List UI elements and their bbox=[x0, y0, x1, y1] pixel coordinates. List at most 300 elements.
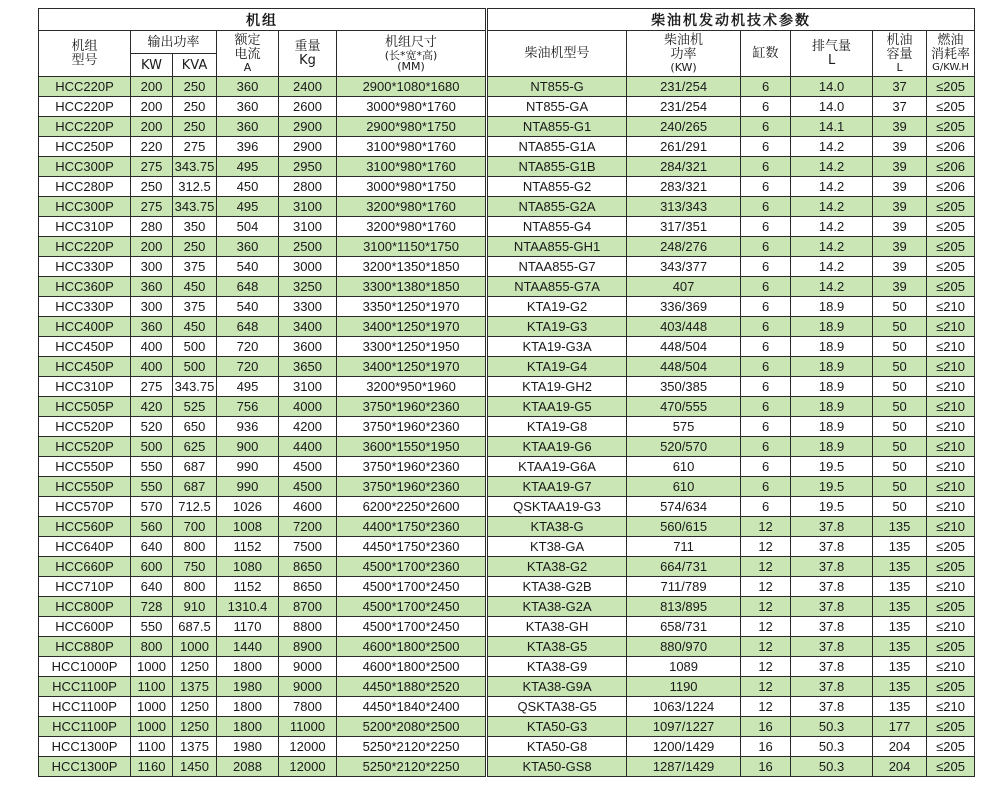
cell-model: HCC250P bbox=[39, 137, 131, 157]
cell-fuel: ≤205 bbox=[927, 197, 975, 217]
table-row bbox=[39, 397, 975, 417]
cell-size: 3200*1350*1850 bbox=[337, 257, 487, 277]
cell-fuel: ≤205 bbox=[927, 97, 975, 117]
cell-weight: 3100 bbox=[279, 377, 337, 397]
cell-fuel: ≤210 bbox=[927, 377, 975, 397]
cell-size: 6200*2250*2600 bbox=[337, 497, 487, 517]
table-row bbox=[39, 617, 975, 637]
cell-kva: 1250 bbox=[173, 657, 217, 677]
cell-kva: 250 bbox=[173, 237, 217, 257]
cell-engine-model: KTA19-G2 bbox=[487, 297, 627, 317]
cell-engine-power: 470/555 bbox=[627, 397, 741, 417]
cell-model: HCC220P bbox=[39, 97, 131, 117]
cell-size: 3350*1250*1970 bbox=[337, 297, 487, 317]
cell-kw: 1100 bbox=[131, 737, 173, 757]
cell-engine-power: 658/731 bbox=[627, 617, 741, 637]
cell-cylinders: 6 bbox=[741, 317, 791, 337]
cell-cylinders: 6 bbox=[741, 297, 791, 317]
cell-fuel: ≤205 bbox=[927, 117, 975, 137]
cell-engine-power: 1097/1227 bbox=[627, 717, 741, 737]
cell-oil: 39 bbox=[873, 237, 927, 257]
table-row bbox=[39, 257, 975, 277]
cell-model: HCC520P bbox=[39, 417, 131, 437]
col-size-line1: 机组尺寸 bbox=[385, 34, 438, 50]
cell-engine-power: 336/369 bbox=[627, 297, 741, 317]
cell-kw: 300 bbox=[131, 257, 173, 277]
cell-model: HCC1000P bbox=[39, 657, 131, 677]
cell-displacement: 50.3 bbox=[791, 737, 873, 757]
cell-current: 495 bbox=[217, 377, 279, 397]
cell-engine-model: KTA38-G2 bbox=[487, 557, 627, 577]
spec-sheet bbox=[38, 8, 974, 777]
cell-oil: 135 bbox=[873, 697, 927, 717]
cell-fuel: ≤206 bbox=[927, 137, 975, 157]
table-row bbox=[39, 377, 975, 397]
cell-size: 4500*1700*2450 bbox=[337, 597, 487, 617]
cell-cylinders: 16 bbox=[741, 717, 791, 737]
cell-fuel: ≤210 bbox=[927, 577, 975, 597]
cell-model: HCC1100P bbox=[39, 697, 131, 717]
cell-model: HCC450P bbox=[39, 357, 131, 377]
cell-kw: 1000 bbox=[131, 717, 173, 737]
cell-model: HCC220P bbox=[39, 77, 131, 97]
cell-current: 1800 bbox=[217, 717, 279, 737]
cell-oil: 50 bbox=[873, 477, 927, 497]
cell-kw: 300 bbox=[131, 297, 173, 317]
cell-kva: 700 bbox=[173, 517, 217, 537]
cell-model: HCC330P bbox=[39, 257, 131, 277]
cell-current: 360 bbox=[217, 117, 279, 137]
cell-oil: 135 bbox=[873, 637, 927, 657]
col-weight-line1: 重量 bbox=[294, 38, 321, 54]
cell-engine-model: NTAA855-G7A bbox=[487, 277, 627, 297]
cell-weight: 3250 bbox=[279, 277, 337, 297]
cell-kva: 500 bbox=[173, 357, 217, 377]
cell-displacement: 37.8 bbox=[791, 597, 873, 617]
cell-kw: 360 bbox=[131, 277, 173, 297]
cell-kw: 420 bbox=[131, 397, 173, 417]
cell-engine-model: KTA38-G5 bbox=[487, 637, 627, 657]
cell-model: HCC550P bbox=[39, 457, 131, 477]
cell-kva: 1375 bbox=[173, 677, 217, 697]
cell-kva: 687 bbox=[173, 477, 217, 497]
cell-size: 3300*1380*1850 bbox=[337, 277, 487, 297]
table-row bbox=[39, 97, 975, 117]
cell-kva: 712.5 bbox=[173, 497, 217, 517]
cell-model: HCC520P bbox=[39, 437, 131, 457]
cell-oil: 37 bbox=[873, 77, 927, 97]
cell-weight: 8650 bbox=[279, 577, 337, 597]
cell-oil: 50 bbox=[873, 437, 927, 457]
cell-current: 720 bbox=[217, 357, 279, 377]
table-row bbox=[39, 197, 975, 217]
cell-displacement: 14.2 bbox=[791, 137, 873, 157]
col-oil-header bbox=[873, 31, 927, 77]
cell-engine-power: 317/351 bbox=[627, 217, 741, 237]
cell-model: HCC570P bbox=[39, 497, 131, 517]
col-displacement-unit: L bbox=[827, 52, 836, 68]
cell-current: 360 bbox=[217, 77, 279, 97]
cell-oil: 50 bbox=[873, 377, 927, 397]
col-current-line2: 电流 bbox=[234, 47, 261, 62]
cell-current: 1152 bbox=[217, 577, 279, 597]
cell-cylinders: 6 bbox=[741, 157, 791, 177]
cell-fuel: ≤205 bbox=[927, 77, 975, 97]
cell-engine-model: NTA855-G1 bbox=[487, 117, 627, 137]
cell-fuel: ≤210 bbox=[927, 417, 975, 437]
cell-cylinders: 12 bbox=[741, 597, 791, 617]
cell-current: 648 bbox=[217, 277, 279, 297]
cell-model: HCC220P bbox=[39, 237, 131, 257]
cell-cylinders: 6 bbox=[741, 477, 791, 497]
cell-model: HCC280P bbox=[39, 177, 131, 197]
cell-size: 4450*1880*2520 bbox=[337, 677, 487, 697]
table-row bbox=[39, 437, 975, 457]
cell-kva: 250 bbox=[173, 77, 217, 97]
col-oil-line2: 容量 bbox=[886, 47, 913, 62]
col-model-line1: 机组 bbox=[71, 38, 98, 54]
cell-displacement: 19.5 bbox=[791, 457, 873, 477]
cell-fuel: ≤210 bbox=[927, 397, 975, 417]
cell-cylinders: 6 bbox=[741, 97, 791, 117]
cell-engine-power: 560/615 bbox=[627, 517, 741, 537]
cell-engine-model: KTAA19-G6A bbox=[487, 457, 627, 477]
cell-kva: 1250 bbox=[173, 717, 217, 737]
cell-engine-model: KTA38-G9A bbox=[487, 677, 627, 697]
cell-model: HCC300P bbox=[39, 157, 131, 177]
cell-current: 1800 bbox=[217, 697, 279, 717]
cell-kw: 280 bbox=[131, 217, 173, 237]
table-row bbox=[39, 297, 975, 317]
cell-size: 3750*1960*2360 bbox=[337, 457, 487, 477]
engine-group-header: 柴油机发动机技术参数 bbox=[487, 9, 975, 31]
cell-engine-model: KTA50-G3 bbox=[487, 717, 627, 737]
cell-weight: 3300 bbox=[279, 297, 337, 317]
cell-displacement: 14.2 bbox=[791, 177, 873, 197]
cell-displacement: 18.9 bbox=[791, 337, 873, 357]
cell-weight: 12000 bbox=[279, 757, 337, 777]
cell-oil: 39 bbox=[873, 137, 927, 157]
cell-engine-power: 283/321 bbox=[627, 177, 741, 197]
table-row bbox=[39, 677, 975, 697]
cell-current: 1170 bbox=[217, 617, 279, 637]
cell-kw: 250 bbox=[131, 177, 173, 197]
cell-engine-power: 284/321 bbox=[627, 157, 741, 177]
cell-kva: 687 bbox=[173, 457, 217, 477]
cell-engine-power: 248/276 bbox=[627, 237, 741, 257]
cell-kw: 275 bbox=[131, 377, 173, 397]
cell-cylinders: 6 bbox=[741, 77, 791, 97]
table-row bbox=[39, 577, 975, 597]
cell-engine-model: NTA855-G2 bbox=[487, 177, 627, 197]
cell-model: HCC550P bbox=[39, 477, 131, 497]
cell-engine-model: KTA38-G bbox=[487, 517, 627, 537]
col-engine-power-line1: 柴油机 bbox=[664, 33, 704, 48]
cell-engine-power: 343/377 bbox=[627, 257, 741, 277]
unit-group-header: 机组 bbox=[39, 9, 487, 31]
col-oil-unit: L bbox=[896, 61, 903, 74]
cell-engine-power: 574/634 bbox=[627, 497, 741, 517]
cell-model: HCC400P bbox=[39, 317, 131, 337]
cell-cylinders: 6 bbox=[741, 397, 791, 417]
cell-kva: 1375 bbox=[173, 737, 217, 757]
cell-kva: 450 bbox=[173, 317, 217, 337]
cell-kva: 350 bbox=[173, 217, 217, 237]
cell-kw: 728 bbox=[131, 597, 173, 617]
cell-fuel: ≤210 bbox=[927, 437, 975, 457]
cell-weight: 8650 bbox=[279, 557, 337, 577]
cell-engine-model: KTA38-G2B bbox=[487, 577, 627, 597]
cell-current: 1980 bbox=[217, 737, 279, 757]
cell-weight: 8800 bbox=[279, 617, 337, 637]
cell-engine-model: KTA19-G4 bbox=[487, 357, 627, 377]
cell-oil: 50 bbox=[873, 337, 927, 357]
cell-displacement: 50.3 bbox=[791, 757, 873, 777]
col-oil-line1: 机油 bbox=[886, 33, 913, 48]
cell-engine-power: 240/265 bbox=[627, 117, 741, 137]
col-fuel-line1: 燃油 bbox=[937, 33, 964, 48]
cell-kw: 1000 bbox=[131, 657, 173, 677]
cell-kw: 200 bbox=[131, 77, 173, 97]
cell-engine-power: 1287/1429 bbox=[627, 757, 741, 777]
cell-cylinders: 12 bbox=[741, 637, 791, 657]
cell-kva: 750 bbox=[173, 557, 217, 577]
cell-kw: 800 bbox=[131, 637, 173, 657]
table-row bbox=[39, 497, 975, 517]
cell-size: 4450*1750*2360 bbox=[337, 537, 487, 557]
cell-displacement: 37.8 bbox=[791, 657, 873, 677]
col-engine-power-header bbox=[627, 31, 741, 77]
cell-kw: 275 bbox=[131, 157, 173, 177]
cell-displacement: 14.0 bbox=[791, 77, 873, 97]
cell-engine-model: NTA855-G2A bbox=[487, 197, 627, 217]
cell-displacement: 19.5 bbox=[791, 497, 873, 517]
cell-size: 4450*1840*2400 bbox=[337, 697, 487, 717]
cell-size: 3100*1150*1750 bbox=[337, 237, 487, 257]
cell-kw: 200 bbox=[131, 97, 173, 117]
cell-fuel: ≤206 bbox=[927, 177, 975, 197]
cell-weight: 12000 bbox=[279, 737, 337, 757]
cell-cylinders: 16 bbox=[741, 757, 791, 777]
cell-engine-power: 407 bbox=[627, 277, 741, 297]
cell-current: 990 bbox=[217, 457, 279, 477]
cell-fuel: ≤210 bbox=[927, 297, 975, 317]
cell-kva: 800 bbox=[173, 537, 217, 557]
cell-kva: 375 bbox=[173, 297, 217, 317]
cell-size: 3750*1960*2360 bbox=[337, 477, 487, 497]
cell-oil: 204 bbox=[873, 737, 927, 757]
cell-weight: 7200 bbox=[279, 517, 337, 537]
cell-cylinders: 6 bbox=[741, 437, 791, 457]
cell-fuel: ≤205 bbox=[927, 737, 975, 757]
cell-model: HCC220P bbox=[39, 117, 131, 137]
cell-engine-model: NTAA855-GH1 bbox=[487, 237, 627, 257]
cell-size: 3750*1960*2360 bbox=[337, 397, 487, 417]
table-row bbox=[39, 457, 975, 477]
cell-model: HCC300P bbox=[39, 197, 131, 217]
cell-weight: 3650 bbox=[279, 357, 337, 377]
cell-kva: 250 bbox=[173, 97, 217, 117]
cell-engine-power: 711/789 bbox=[627, 577, 741, 597]
cell-engine-power: 448/504 bbox=[627, 357, 741, 377]
cell-weight: 2600 bbox=[279, 97, 337, 117]
cell-size: 5250*2120*2250 bbox=[337, 757, 487, 777]
cell-displacement: 18.9 bbox=[791, 357, 873, 377]
cell-size: 3100*980*1760 bbox=[337, 137, 487, 157]
cell-size: 4500*1700*2450 bbox=[337, 577, 487, 597]
table-row bbox=[39, 137, 975, 157]
cell-cylinders: 6 bbox=[741, 457, 791, 477]
cell-current: 720 bbox=[217, 337, 279, 357]
cell-kva: 1450 bbox=[173, 757, 217, 777]
cell-displacement: 18.9 bbox=[791, 297, 873, 317]
cell-displacement: 37.8 bbox=[791, 697, 873, 717]
col-current-unit: A bbox=[243, 61, 252, 74]
cell-current: 1800 bbox=[217, 657, 279, 677]
cell-kva: 450 bbox=[173, 277, 217, 297]
cell-fuel: ≤205 bbox=[927, 637, 975, 657]
cell-engine-model: KTA19-G3 bbox=[487, 317, 627, 337]
cell-kw: 520 bbox=[131, 417, 173, 437]
cell-engine-model: NT855-G bbox=[487, 77, 627, 97]
cell-cylinders: 6 bbox=[741, 277, 791, 297]
cell-engine-power: 313/343 bbox=[627, 197, 741, 217]
cell-cylinders: 12 bbox=[741, 537, 791, 557]
cell-fuel: ≤205 bbox=[927, 257, 975, 277]
cell-oil: 39 bbox=[873, 197, 927, 217]
cell-engine-power: 711 bbox=[627, 537, 741, 557]
cell-weight: 3100 bbox=[279, 197, 337, 217]
col-weight-header bbox=[279, 31, 337, 77]
cell-current: 1980 bbox=[217, 677, 279, 697]
col-current-header bbox=[217, 31, 279, 77]
cell-cylinders: 6 bbox=[741, 357, 791, 377]
cell-engine-model: QSKTAA19-G3 bbox=[487, 497, 627, 517]
table-row bbox=[39, 597, 975, 617]
cell-current: 900 bbox=[217, 437, 279, 457]
cell-current: 540 bbox=[217, 257, 279, 277]
cell-fuel: ≤210 bbox=[927, 357, 975, 377]
cell-size: 3300*1250*1950 bbox=[337, 337, 487, 357]
col-displacement-line1: 排气量 bbox=[812, 38, 852, 54]
cell-cylinders: 6 bbox=[741, 177, 791, 197]
cell-kw: 570 bbox=[131, 497, 173, 517]
cell-cylinders: 12 bbox=[741, 517, 791, 537]
cell-fuel: ≤210 bbox=[927, 617, 975, 637]
cell-model: HCC1300P bbox=[39, 737, 131, 757]
col-model-header bbox=[39, 31, 131, 77]
cell-kw: 200 bbox=[131, 237, 173, 257]
cell-engine-model: QSKTA38-G5 bbox=[487, 697, 627, 717]
cell-kva: 1250 bbox=[173, 697, 217, 717]
cell-kva: 250 bbox=[173, 117, 217, 137]
cell-displacement: 18.9 bbox=[791, 437, 873, 457]
col-weight-unit: Kg bbox=[299, 52, 316, 68]
cell-weight: 2500 bbox=[279, 237, 337, 257]
cell-engine-model: KTAA19-G7 bbox=[487, 477, 627, 497]
col-size-header bbox=[337, 31, 487, 77]
cell-engine-model: KT38-GA bbox=[487, 537, 627, 557]
cell-oil: 135 bbox=[873, 557, 927, 577]
cell-current: 990 bbox=[217, 477, 279, 497]
col-cylinders-header: 缸数 bbox=[741, 31, 791, 77]
cell-fuel: ≤205 bbox=[927, 217, 975, 237]
cell-model: HCC505P bbox=[39, 397, 131, 417]
cell-fuel: ≤205 bbox=[927, 537, 975, 557]
cell-oil: 177 bbox=[873, 717, 927, 737]
cell-model: HCC880P bbox=[39, 637, 131, 657]
table-row bbox=[39, 637, 975, 657]
cell-model: HCC310P bbox=[39, 217, 131, 237]
cell-weight: 9000 bbox=[279, 657, 337, 677]
cell-engine-power: 813/895 bbox=[627, 597, 741, 617]
cell-size: 5250*2120*2250 bbox=[337, 737, 487, 757]
cell-oil: 39 bbox=[873, 217, 927, 237]
cell-fuel: ≤205 bbox=[927, 557, 975, 577]
cell-oil: 50 bbox=[873, 317, 927, 337]
cell-current: 648 bbox=[217, 317, 279, 337]
cell-engine-model: KTAA19-G6 bbox=[487, 437, 627, 457]
cell-engine-power: 880/970 bbox=[627, 637, 741, 657]
cell-current: 1310.4 bbox=[217, 597, 279, 617]
cell-engine-power: 403/448 bbox=[627, 317, 741, 337]
cell-weight: 11000 bbox=[279, 717, 337, 737]
cell-displacement: 37.8 bbox=[791, 577, 873, 597]
cell-fuel: ≤210 bbox=[927, 457, 975, 477]
cell-size: 3200*980*1760 bbox=[337, 217, 487, 237]
col-engine-power-line2: 功率 bbox=[670, 47, 697, 62]
col-fuel-line2: 消耗率 bbox=[931, 47, 971, 62]
cell-cylinders: 16 bbox=[741, 737, 791, 757]
cell-displacement: 37.8 bbox=[791, 637, 873, 657]
cell-cylinders: 12 bbox=[741, 697, 791, 717]
cell-engine-power: 1190 bbox=[627, 677, 741, 697]
cell-model: HCC800P bbox=[39, 597, 131, 617]
cell-size: 3200*980*1760 bbox=[337, 197, 487, 217]
table-row bbox=[39, 717, 975, 737]
table-row bbox=[39, 317, 975, 337]
cell-engine-model: NTA855-G1A bbox=[487, 137, 627, 157]
cell-size: 3000*980*1760 bbox=[337, 97, 487, 117]
cell-displacement: 37.8 bbox=[791, 517, 873, 537]
cell-displacement: 18.9 bbox=[791, 397, 873, 417]
table-row bbox=[39, 537, 975, 557]
col-current-line1: 额定 bbox=[234, 33, 261, 48]
cell-model: HCC600P bbox=[39, 617, 131, 637]
cell-current: 1440 bbox=[217, 637, 279, 657]
cell-engine-model: KTA50-GS8 bbox=[487, 757, 627, 777]
cell-displacement: 18.9 bbox=[791, 377, 873, 397]
col-kva-header: KVA bbox=[173, 54, 217, 77]
cell-oil: 135 bbox=[873, 517, 927, 537]
cell-engine-model: KTA50-G8 bbox=[487, 737, 627, 757]
cell-fuel: ≤205 bbox=[927, 757, 975, 777]
cell-fuel: ≤205 bbox=[927, 597, 975, 617]
cell-oil: 135 bbox=[873, 617, 927, 637]
cell-kw: 600 bbox=[131, 557, 173, 577]
cell-model: HCC640P bbox=[39, 537, 131, 557]
cell-cylinders: 12 bbox=[741, 617, 791, 637]
cell-kw: 400 bbox=[131, 357, 173, 377]
cell-model: HCC360P bbox=[39, 277, 131, 297]
cell-kw: 550 bbox=[131, 457, 173, 477]
cell-displacement: 14.1 bbox=[791, 117, 873, 137]
cell-cylinders: 6 bbox=[741, 497, 791, 517]
cell-current: 1152 bbox=[217, 537, 279, 557]
cell-weight: 2900 bbox=[279, 137, 337, 157]
cell-fuel: ≤210 bbox=[927, 517, 975, 537]
table-row bbox=[39, 697, 975, 717]
